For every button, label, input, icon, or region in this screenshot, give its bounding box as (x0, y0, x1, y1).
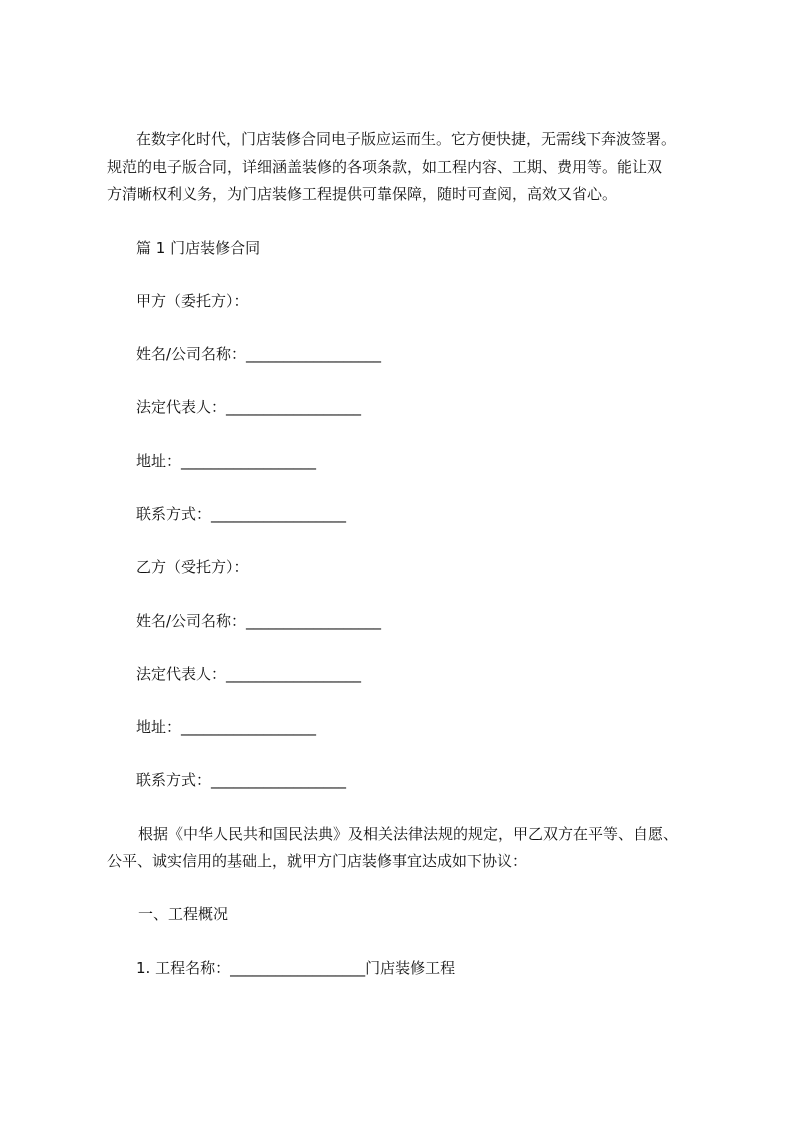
party-b-contact-field: 联系方式：__________________ (136, 771, 347, 789)
party-a-heading: 甲方（委托方）： (136, 292, 249, 310)
party-b-name-field: 姓名/公司名称：__________________ (136, 612, 382, 630)
intro-line-3: 方清晰权利义务，为门店装修工程提供可靠保障，随时可查阅，高效又省心。 (107, 185, 618, 203)
party-b-rep-field: 法定代表人：__________________ (136, 665, 362, 683)
party-a-contact-field: 联系方式：__________________ (136, 505, 347, 523)
contract-title: 篇 1 门店装修合同 (136, 239, 261, 257)
section-1-heading: 一、工程概况 (138, 905, 229, 923)
intro-line-1: 在数字化时代，门店装修合同电子版应运而生。它方便快捷，无需线下奔波签署。 (136, 130, 677, 148)
party-a-rep-field: 法定代表人：__________________ (136, 398, 362, 416)
preamble-line-1: 根据《中华人民共和国民法典》及相关法律法规的规定，甲乙双方在平等、自愿、 (138, 825, 679, 843)
party-b-heading: 乙方（受托方）： (136, 558, 249, 576)
party-a-name-field: 姓名/公司名称：__________________ (136, 345, 382, 363)
party-a-address-field: 地址：__________________ (136, 452, 317, 470)
section-1-item-1: 1. 工程名称：__________________门店装修工程 (136, 959, 456, 977)
preamble-line-2: 公平、诚实信用的基础上，就甲方门店装修事宜达成如下协议： (107, 852, 528, 870)
party-b-address-field: 地址：__________________ (136, 718, 317, 736)
intro-line-2: 规范的电子版合同，详细涵盖装修的各项条款，如工程内容、工期、费用等。能让双 (107, 158, 663, 176)
